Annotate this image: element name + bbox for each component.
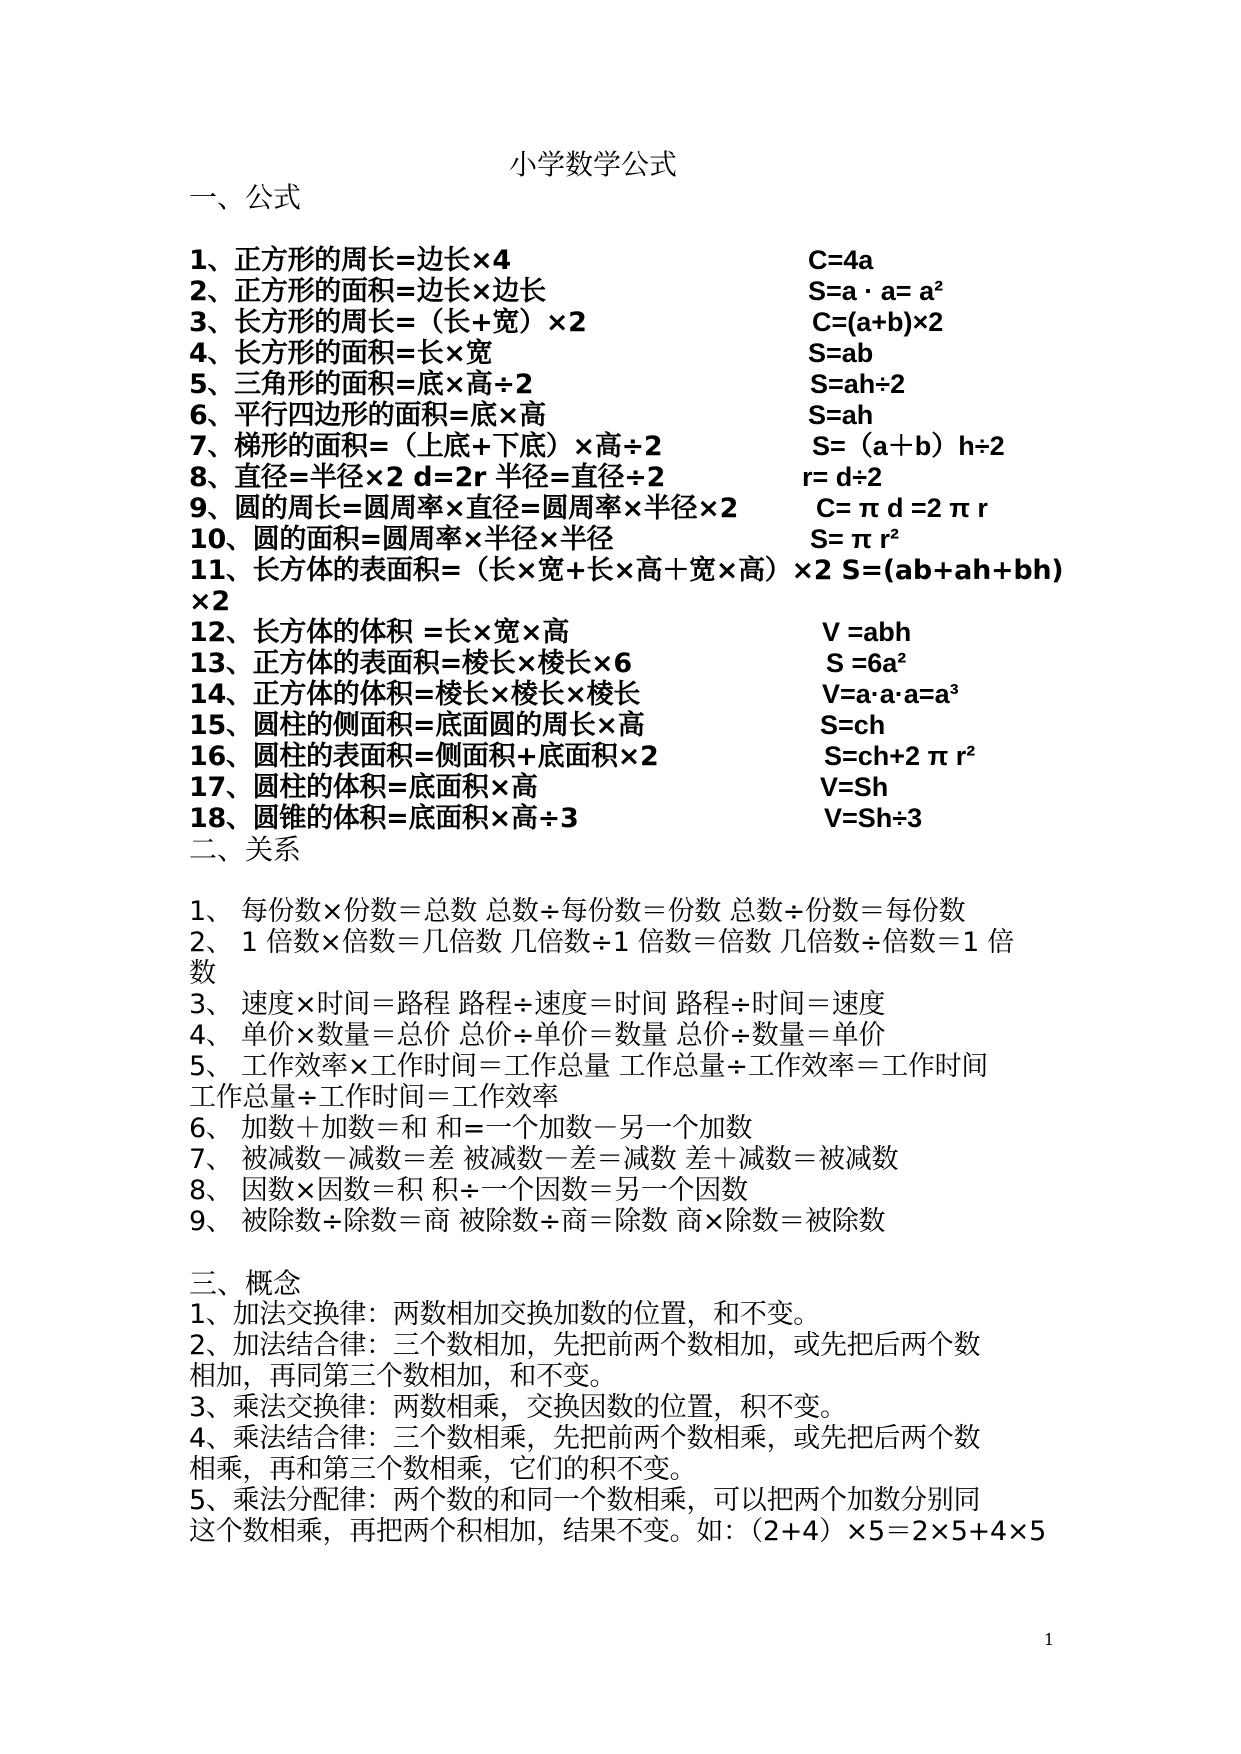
formula-item-text: 6、平行四边形的面积=底×高 — [189, 400, 546, 431]
formula-item-text: 16、圆柱的表面积=侧面积+底面积×2 — [189, 741, 659, 772]
formula-item-text: 1、正方形的周长=边长×4 — [189, 245, 511, 276]
formula-item-expression: S =6a² — [826, 648, 907, 678]
formula-item-text: 18、圆锥的体积=底面积×高÷3 — [189, 803, 579, 834]
page-number: 1 — [1044, 1630, 1055, 1649]
formula-item-expression: S=（a＋b）h÷2 — [812, 431, 1005, 461]
formula-item-expression: V=a·a·a=a³ — [822, 679, 959, 709]
relation-line: 6、 加数＋加数＝和 和=一个加数－另一个加数 — [189, 1113, 753, 1144]
formula-item-expression: V=Sh — [820, 772, 889, 802]
formula-item-text: 17、圆柱的体积=底面积×高 — [189, 772, 538, 803]
formula-item-text: 4、长方形的面积=长×宽 — [189, 338, 493, 369]
formula-item-text: 10、圆的面积=圆周率×半径×半径 — [189, 524, 614, 555]
section-heading-formulas: 一、公式 — [189, 181, 302, 214]
formula-item-text: 2、正方形的面积=边长×边长 — [189, 276, 546, 307]
formula-item-expression: S=ch+2 π r² — [824, 741, 976, 771]
relation-line: 7、 被减数－减数＝差 被减数－差＝减数 差＋减数＝被减数 — [189, 1144, 899, 1175]
formula-item-expression: S=ch — [820, 710, 886, 740]
formula-item-expression: C=(a+b)×2 — [812, 307, 944, 337]
formula-item-expression: V =abh — [822, 617, 912, 647]
concept-line: 这个数相乘，再把两个积相加，结果不变。如：（2+4）×5＝2×5+4×5 — [189, 1516, 1047, 1547]
relation-line: 3、 速度×时间＝路程 路程÷速度＝时间 路程÷时间＝速度 — [189, 989, 886, 1020]
section-heading-concepts: 三、概念 — [189, 1267, 302, 1300]
page-title: 小学数学公式 — [508, 148, 677, 181]
concept-line: 1、加法交换律：两数相加交换加数的位置，和不变。 — [189, 1299, 820, 1330]
concept-line: 3、乘法交换律：两数相乘，交换因数的位置，积不变。 — [189, 1392, 847, 1423]
formula-item-expression: V=Sh÷3 — [824, 803, 923, 833]
formula-item-expression: S=ah÷2 — [810, 369, 906, 399]
concept-line: 4、乘法结合律：三个数相乘，先把前两个数相乘，或先把后两个数 — [189, 1423, 981, 1454]
formula-item-expression: S=a · a= a² — [808, 276, 944, 306]
formula-item-expression: S=ab — [808, 338, 874, 368]
formula-item-expression: r= d÷2 — [802, 462, 883, 492]
relation-line: 5、 工作效率×工作时间＝工作总量 工作总量÷工作效率＝工作时间 — [189, 1051, 988, 1082]
concept-line: 相乘，再和第三个数相乘，它们的积不变。 — [189, 1454, 697, 1485]
concept-line: 相加，再同第三个数相加，和不变。 — [189, 1361, 617, 1392]
formula-item-text: 5、三角形的面积=底×高÷2 — [189, 369, 534, 400]
relation-line: 1、 每份数×份数＝总数 总数÷每份数＝份数 总数÷份数＝每份数 — [189, 896, 966, 927]
formula-item-text: 14、正方体的体积=棱长×棱长×棱长 — [189, 679, 641, 710]
relation-line: 2、 1 倍数×倍数＝几倍数 几倍数÷1 倍数＝倍数 几倍数÷倍数＝1 倍 — [189, 927, 1014, 958]
formula-item-text: 9、圆的周长=圆周率×直径=圆周率×半径×2 — [189, 493, 739, 524]
formula-item-text: 13、正方体的表面积=棱长×棱长×6 — [189, 648, 632, 679]
formula-item-expression: S= π r² — [810, 524, 899, 554]
concept-line: 5、乘法分配律：两个数的和同一个数相乘，可以把两个加数分别同 — [189, 1485, 981, 1516]
relation-line: 工作总量÷工作时间＝工作效率 — [189, 1082, 559, 1113]
formula-item-expression: C=4a — [808, 245, 874, 275]
formula-item-text: ×2 — [189, 586, 230, 617]
formula-item-text: 3、长方形的周长=（长+宽）×2 — [189, 307, 587, 338]
formula-item-text: 7、梯形的面积=（上底+下底）×高÷2 — [189, 431, 663, 462]
formula-item-expression: S=ah — [808, 400, 874, 430]
formula-item-text: 11、长方体的表面积=（长×宽+长×高＋宽×高）×2 S=(ab+ah+bh) — [189, 555, 1064, 586]
relation-line: 8、 因数×因数＝积 积÷一个因数＝另一个因数 — [189, 1175, 748, 1206]
concept-line: 2、加法结合律：三个数相加，先把前两个数相加，或先把后两个数 — [189, 1330, 981, 1361]
formula-item-expression: C= π d =2 π r — [816, 493, 988, 523]
section-heading-relations: 二、关系 — [189, 833, 302, 866]
formula-item-text: 12、长方体的体积 =长×宽×高 — [189, 617, 570, 648]
relation-line: 4、 单价×数量＝总价 总价÷单价＝数量 总价÷数量＝单价 — [189, 1020, 886, 1051]
relation-line: 数 — [189, 958, 216, 989]
relation-line: 9、 被除数÷除数＝商 被除数÷商＝除数 商×除数＝被除数 — [189, 1206, 886, 1237]
formula-item-text: 8、直径=半径×2 d=2r 半径=直径÷2 — [189, 462, 666, 493]
formula-item-text: 15、圆柱的侧面积=底面圆的周长×高 — [189, 710, 645, 741]
